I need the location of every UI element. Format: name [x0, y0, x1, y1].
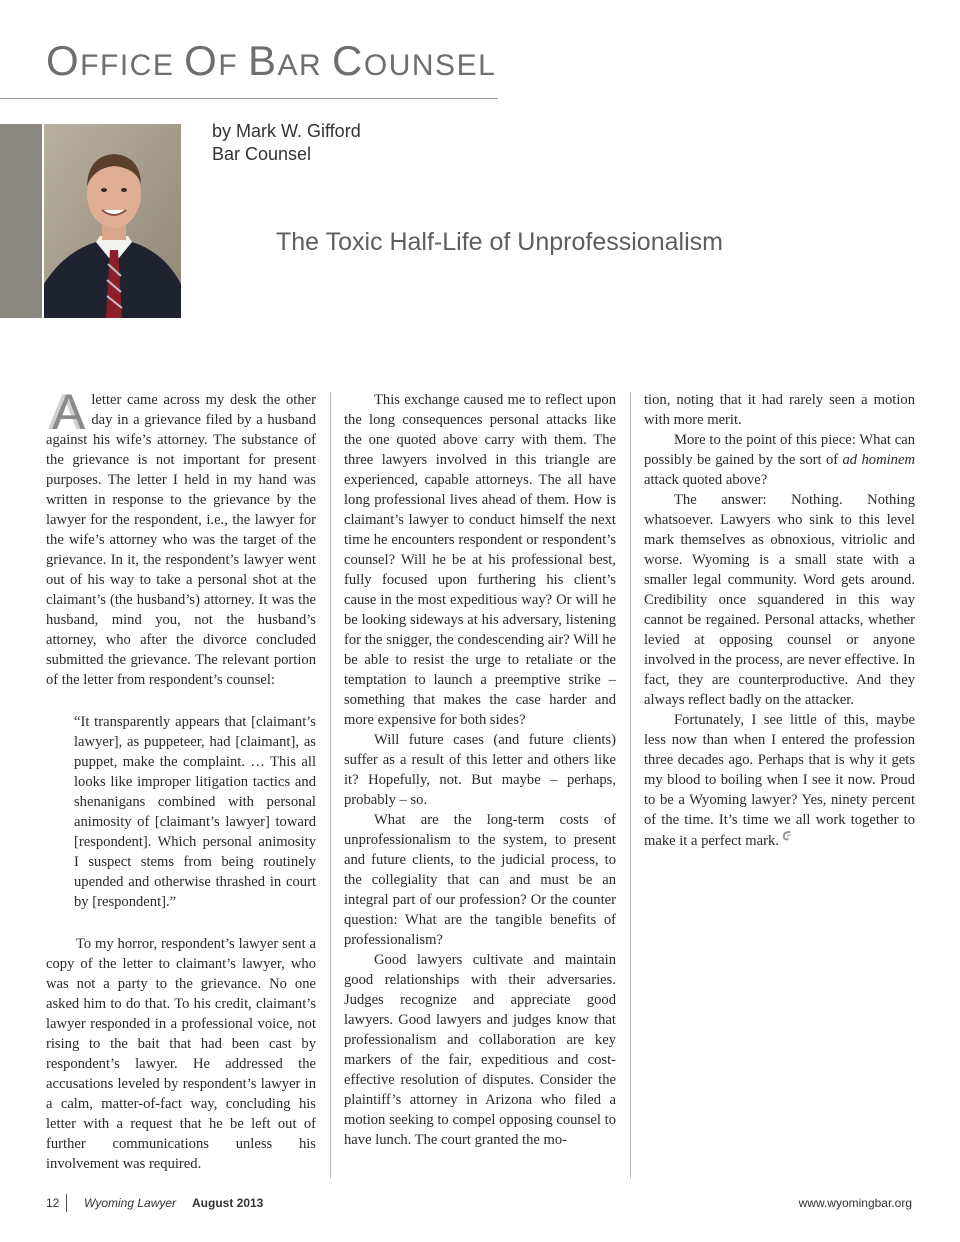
author-photo — [44, 124, 181, 318]
paragraph — [46, 384, 316, 690]
article-column-1 — [46, 384, 316, 1174]
article-column-3 — [644, 390, 915, 851]
column-divider — [330, 392, 331, 1178]
article-title: The Toxic Half-Life of Unprofessionalism — [276, 228, 723, 256]
paragraph: Good lawyers cultivate and maintain good relationships with their adversaries. Judges recognize and appreciate good lawyers. Good lawyers and judges know that professionalism and collaboration are key markers of the fair, expeditious and cost-effective resolution of disputes. Consider the plaintiff’s attorney in Arizona who filed a motion seeking to compel opposing counsel to have lunch. The court granted the mo- — [344, 952, 616, 1148]
end-mark-icon — [782, 830, 793, 841]
photo-side-band — [0, 124, 42, 318]
footer-separator — [66, 1194, 67, 1212]
issue-date: August 2013 — [192, 1196, 264, 1210]
paragraph: tion, noting that it had rarely seen a motion with more merit. — [644, 392, 915, 428]
paragraph-text: Fortunately, I see little of this, maybe less now than when I entered the profession three decades ago. Perhaps that is why it gets my blood to boiling when I see it now. Proud to be a Wyoming lawyer? Yes, ninety percent of the time. It’s time we all work together to make it a perfect mark. — [644, 712, 915, 849]
magazine-name: Wyoming Lawyer — [84, 1196, 177, 1210]
column-divider — [630, 392, 631, 1178]
paragraph-text: letter came across my desk the other day in a grievance filed by a husband against his wife’s attorney. The substance of the grievance is not important for present purposes. The letter I held in my hand was written in response to the grievance by the lawyer for the respondent, i.e., the lawyer for the wife’s attorney who was the target of the grievance. In it, the respondent’s lawyer went out of his way to take a personal shot at the claimant’s (the husband’s) attorney. It was the husband, mind you, not the husband’s attorney, who after the divorce concluded submitted the grievance. The relevant portion of the letter from respondent’s counsel: — [46, 392, 316, 688]
paragraph — [644, 430, 915, 490]
article-column-2 — [344, 390, 616, 1150]
page-number: 12 — [46, 1196, 60, 1210]
paragraph: This exchange caused me to reflect upon the long consequences personal attacks like the one quoted above carry with them. The three lawyers involved in this triangle are experienced, capable attorneys. The all have long professional lives ahead of them. How is claimant’s lawyer to conduct himself the next time he encounters respondent or respondent’s counsel? Will he be at his professional best, fully focused upon furthering his client’s cause in the most expeditious way? Or will he be looking sideways at his adversary, listening for the snigger, the condescending air? Will he be able to resist the urge to retaliate or the temptation to launch a preemptive strike – something that makes the case harder and more expensive for both sides? — [344, 392, 616, 728]
title-divider — [0, 98, 498, 99]
paragraph: Will future cases (and future clients) suffer as a result of this letter and others like it? Hopefully, not. But maybe – perhaps, probably – so. — [344, 732, 616, 808]
italic-phrase: ad hominem — [842, 452, 915, 468]
paragraph — [644, 710, 915, 851]
paragraph: The answer: Nothing. Nothing whatsoever. Lawyers who sink to this level mark themselves as obnoxious, vitriolic and worse. Wyoming is a small state with a smaller legal community. Word gets around. Credibility once squandered in this way cannot be regained. Personal attacks, whether levied at opposing counsel or anyone involved in the process, are never effective. In fact, they are counterproductive. And they always reflect badly on the attacker. — [644, 492, 915, 708]
drop-cap: A — [52, 384, 86, 440]
page-footer — [46, 1194, 912, 1212]
block-quote: “It transparently appears that [claimant’s lawyer], as puppeteer, had [claimant], as puppet, make the complaint. … This all looks like improper litigation tactics and shenanigans combined with personal animosity of [claimant’s lawyer] toward [respondent]. Which personal animosity I suspect stems from being routinely upended and otherwise thrashed in court by [respondent].” — [74, 714, 316, 910]
paragraph-text: More to the point of this piece: What can possibly be gained by the sort of — [644, 432, 915, 468]
byline — [212, 120, 361, 166]
paragraph-text: attack quoted above? — [644, 472, 768, 488]
author-name: by Mark W. Gifford — [212, 121, 361, 141]
section-title: OFFICE OF BAR COUNSEL — [46, 37, 497, 84]
website-url: www.wyomingbar.org — [798, 1196, 912, 1210]
paragraph: To my horror, respondent’s lawyer sent a copy of the letter to claimant’s lawyer, who was not a party to the grievance. No one asked him to do that. To his credit, claimant’s lawyer responded in a professional voice, not rising to the bait that had been cast by respondent’s lawyer. He addressed the accusations leveled by respondent’s lawyer in a calm, matter-of-fact way, concluding his letter with a request that he be left out of further communications unless his involvement was required. — [46, 936, 316, 1172]
author-role: Bar Counsel — [212, 144, 312, 164]
paragraph: What are the long-term costs of unprofessionalism to the system, to present and future clients, to the judicial process, to the collegiality that can and must be an integral part of our profession? Or the counter question: What are the tangible benefits of professionalism? — [344, 812, 616, 948]
